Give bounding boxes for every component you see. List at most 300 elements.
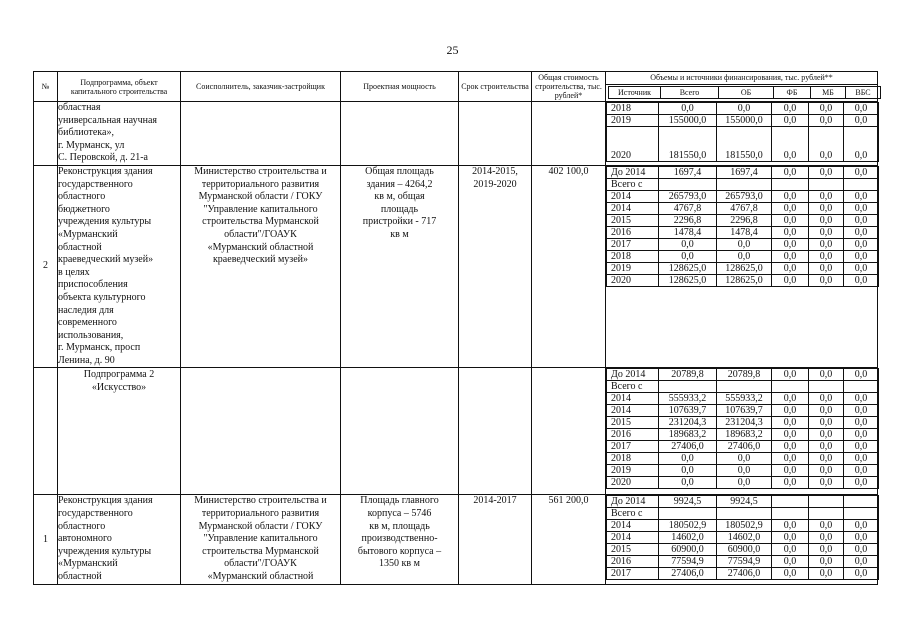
funding-cell-vbs: 0,0 <box>844 429 879 441</box>
funding-row <box>607 202 879 214</box>
funding-cell-vbs: 0,0 <box>844 369 879 381</box>
funding-cell-vbs: 0,0 <box>844 453 879 465</box>
funding-cell-ob: 0,0 <box>717 477 772 489</box>
funding-cell-total: 155000,0 <box>659 115 717 127</box>
funding-cell-mb: 0,0 <box>809 544 844 556</box>
funding-cell-vbs: 0,0 <box>844 214 879 226</box>
funding-cell-source: 2015 <box>607 544 659 556</box>
text-line: современного <box>58 317 117 329</box>
funding-cell-ob: 155000,0 <box>717 115 772 127</box>
funding-cell-mb: 0,0 <box>809 190 844 202</box>
funding-cell-ob: 14602,0 <box>717 532 772 544</box>
funding-row <box>607 250 879 262</box>
funding-cell-total <box>659 508 717 520</box>
funding-row <box>607 453 879 465</box>
funding-cell-vbs: 0,0 <box>844 556 879 568</box>
funding-cell-vbs: 0,0 <box>844 417 879 429</box>
funding-cell-total: 265793,0 <box>659 190 717 202</box>
text-line: строительства Мурманской <box>202 545 319 557</box>
museum-funding <box>606 165 878 368</box>
text-line: Реконструкция здания <box>58 165 153 177</box>
text-line: пристройки - 717 <box>362 216 437 228</box>
funding-cell-source: 2017 <box>607 238 659 250</box>
funding-cell-fb: 0,0 <box>772 520 809 532</box>
funding-cell-total: 9924,5 <box>659 496 717 508</box>
text-line: области"/ГОАУК <box>224 228 297 240</box>
funding-row <box>607 556 879 568</box>
funding-cell-ob: 265793,0 <box>717 190 772 202</box>
funding-cell-fb: 0,0 <box>772 393 809 405</box>
funding-cell-ob: 0,0 <box>717 103 772 115</box>
funding-row <box>607 274 879 286</box>
capital-construction-table <box>33 71 878 585</box>
funding-cell-vbs: 0,0 <box>844 190 879 202</box>
funding-cell-vbs: 0,0 <box>844 544 879 556</box>
funding-cell-mb: 0,0 <box>809 405 844 417</box>
funding-cell-total: 128625,0 <box>659 262 717 274</box>
theatre-contractor <box>181 495 341 585</box>
funding-cell-mb: 0,0 <box>809 568 844 580</box>
funding-cell-ob: 128625,0 <box>717 262 772 274</box>
text-line: областного <box>58 520 106 532</box>
header-capacity: Проектная мощность <box>341 72 459 102</box>
header-mb: МБ <box>811 87 846 99</box>
funding-cell-mb: 0,0 <box>809 417 844 429</box>
funding-cell-mb: 0,0 <box>809 226 844 238</box>
funding-cell-total: 1697,4 <box>659 166 717 178</box>
funding-cell-total: 0,0 <box>659 238 717 250</box>
funding-cell-mb: 0,0 <box>809 115 844 127</box>
header-number: № <box>34 72 58 102</box>
funding-cell-ob: 0,0 <box>717 250 772 262</box>
library-capacity <box>341 102 459 166</box>
library-contractor <box>181 102 341 166</box>
funding-row <box>607 393 879 405</box>
funding-cell-source: 2017 <box>607 441 659 453</box>
funding-cell-ob: 27406,0 <box>717 441 772 453</box>
funding-cell-fb <box>772 508 809 520</box>
text-line: Подпрограмма 2 <box>83 369 155 381</box>
text-line: автономного <box>58 533 112 545</box>
funding-cell-fb: 0,0 <box>772 103 809 115</box>
theatre-funding <box>606 495 878 585</box>
funding-cell-source: До 2014 <box>607 166 659 178</box>
header-funding: Объемы и источники финансирования, тыс. рублей** <box>606 72 878 85</box>
funding-cell-fb: 0,0 <box>772 532 809 544</box>
funding-cell-mb: 0,0 <box>809 202 844 214</box>
funding-cell-ob: 0,0 <box>717 465 772 477</box>
library-number <box>34 102 58 166</box>
funding-cell-mb: 0,0 <box>809 262 844 274</box>
text-line: бытового корпуса – <box>357 545 442 557</box>
funding-cell-source: 2014 <box>607 532 659 544</box>
funding-cell-source: До 2014 <box>607 369 659 381</box>
funding-subtable <box>606 102 879 162</box>
funding-row <box>607 532 879 544</box>
funding-cell-mb: 0,0 <box>809 166 844 178</box>
header-program: Подпрограмма, объект капитального строительства <box>58 72 181 102</box>
funding-cell-fb <box>772 381 809 393</box>
museum-number: 2 <box>34 165 58 368</box>
funding-cell-fb: 0,0 <box>772 441 809 453</box>
library-row <box>34 102 878 166</box>
funding-row <box>607 369 879 381</box>
funding-cell-vbs: 0,0 <box>844 393 879 405</box>
funding-cell-source: 2020 <box>607 477 659 489</box>
funding-cell-ob: 181550,0 <box>717 127 772 162</box>
funding-subtable <box>606 166 879 287</box>
funding-cell-source: Всего с <box>607 178 659 190</box>
funding-cell-ob <box>717 381 772 393</box>
funding-cell-total: 128625,0 <box>659 274 717 286</box>
museum-term <box>459 165 532 368</box>
funding-row <box>607 226 879 238</box>
funding-row <box>607 381 879 393</box>
funding-cell-fb: 0,0 <box>772 250 809 262</box>
museum-object-name <box>58 165 181 368</box>
text-line: государственного <box>58 178 133 190</box>
funding-cell-ob: 2296,8 <box>717 214 772 226</box>
funding-cell-source: 2017 <box>607 568 659 580</box>
funding-cell-fb: 0,0 <box>772 202 809 214</box>
text-line: универсальная научная <box>58 114 158 126</box>
funding-row <box>607 477 879 489</box>
funding-cell-total: 1478,4 <box>659 226 717 238</box>
text-line: Мурманской области / ГОКУ <box>198 191 323 203</box>
funding-cell-mb: 0,0 <box>809 127 844 162</box>
text-line: «Искусство» <box>91 382 147 394</box>
funding-cell-vbs: 0,0 <box>844 520 879 532</box>
text-line: использования, <box>58 329 124 341</box>
funding-cell-total: 189683,2 <box>659 429 717 441</box>
funding-cell-source: 2015 <box>607 417 659 429</box>
funding-row <box>607 166 879 178</box>
header-vbs: ВБС <box>846 87 881 99</box>
funding-cell-fb: 0,0 <box>772 417 809 429</box>
text-line: «Мурманский <box>58 228 118 240</box>
header-cost: Общая стоимость строительства, тыс. рублей* <box>532 72 606 102</box>
header-contractor: Соисполнитель, заказчик-застройщик <box>181 72 341 102</box>
funding-row <box>607 190 879 202</box>
text-line: Министерство строительства и <box>194 495 327 507</box>
text-line: краеведческий музей» <box>58 254 154 266</box>
funding-cell-ob: 1697,4 <box>717 166 772 178</box>
text-line: территориального развития <box>201 178 320 190</box>
text-line: производственно- <box>361 533 438 545</box>
funding-cell-source: 2014 <box>607 202 659 214</box>
funding-row <box>607 441 879 453</box>
subprogram-2-number <box>34 368 58 495</box>
funding-cell-total: 0,0 <box>659 103 717 115</box>
header-fb: ФБ <box>774 87 811 99</box>
text-line: 2014-2017 <box>473 495 517 507</box>
funding-cell-total: 60900,0 <box>659 544 717 556</box>
funding-cell-mb: 0,0 <box>809 250 844 262</box>
funding-cell-source: 2019 <box>607 115 659 127</box>
funding-row <box>607 544 879 556</box>
text-line: кв м, общая <box>374 191 425 203</box>
funding-row <box>607 496 879 508</box>
funding-cell-vbs: 0,0 <box>844 441 879 453</box>
funding-cell-vbs: 0,0 <box>844 405 879 417</box>
funding-row <box>607 405 879 417</box>
funding-row <box>607 238 879 250</box>
funding-cell-fb: 0,0 <box>772 568 809 580</box>
funding-cell-source: 2014 <box>607 190 659 202</box>
theatre-object-name <box>58 495 181 585</box>
text-line: Площадь главного <box>360 495 439 507</box>
subprogram-2-cost <box>532 368 606 495</box>
text-line: строительства Мурманской <box>202 216 319 228</box>
text-line: объекта культурного <box>58 291 146 303</box>
funding-cell-source: 2019 <box>607 262 659 274</box>
text-line: библиотека», <box>58 127 114 139</box>
text-line: корпуса – 5746 <box>367 508 432 520</box>
funding-cell-mb <box>809 496 844 508</box>
funding-cell-fb: 0,0 <box>772 238 809 250</box>
funding-cell-fb: 0,0 <box>772 544 809 556</box>
funding-cell-total: 77594,9 <box>659 556 717 568</box>
library-object-name <box>58 102 181 166</box>
funding-cell-total: 2296,8 <box>659 214 717 226</box>
funding-cell-ob: 0,0 <box>717 238 772 250</box>
text-line: "Управление капитального <box>203 203 318 215</box>
funding-row <box>607 127 879 162</box>
funding-cell-total <box>659 178 717 190</box>
funding-cell-mb <box>809 508 844 520</box>
funding-cell-ob: 1478,4 <box>717 226 772 238</box>
text-line: бюджетного <box>58 203 110 215</box>
funding-cell-vbs: 0,0 <box>844 262 879 274</box>
theatre-term <box>459 495 532 585</box>
funding-cell-fb: 0,0 <box>772 115 809 127</box>
funding-cell-mb: 0,0 <box>809 214 844 226</box>
funding-cell-ob: 189683,2 <box>717 429 772 441</box>
museum-contractor <box>181 165 341 368</box>
funding-cell-mb: 0,0 <box>809 103 844 115</box>
funding-cell-mb: 0,0 <box>809 520 844 532</box>
funding-cell-fb: 0,0 <box>772 190 809 202</box>
funding-cell-mb: 0,0 <box>809 369 844 381</box>
text-line: Министерство строительства и <box>194 165 327 177</box>
funding-cell-vbs: 0,0 <box>844 238 879 250</box>
funding-cell-mb <box>809 178 844 190</box>
funding-cell-ob: 0,0 <box>717 453 772 465</box>
text-line: государственного <box>58 508 133 520</box>
funding-subheader <box>606 84 878 101</box>
text-line: Общая площадь <box>365 165 434 177</box>
funding-row <box>607 262 879 274</box>
funding-cell-mb: 0,0 <box>809 393 844 405</box>
funding-cell-mb: 0,0 <box>809 274 844 286</box>
text-line: здания – 4264,2 <box>366 178 433 190</box>
funding-cell-mb: 0,0 <box>809 477 844 489</box>
funding-cell-fb: 0,0 <box>772 369 809 381</box>
funding-cell-ob: 9924,5 <box>717 496 772 508</box>
funding-cell-fb: 0,0 <box>772 453 809 465</box>
text-line: учреждения культуры <box>58 545 152 557</box>
header-total: Всего <box>661 87 719 99</box>
text-line: 1350 кв м <box>379 558 420 570</box>
text-line: Реконструкция здания <box>58 495 153 507</box>
funding-cell-total: 231204,3 <box>659 417 717 429</box>
funding-cell-fb: 0,0 <box>772 429 809 441</box>
text-line: г. Мурманск, просп <box>58 342 141 354</box>
funding-cell-total: 4767,8 <box>659 202 717 214</box>
funding-cell-fb: 0,0 <box>772 226 809 238</box>
funding-cell-total: 0,0 <box>659 477 717 489</box>
funding-cell-ob: 128625,0 <box>717 274 772 286</box>
funding-cell-total: 20789,8 <box>659 369 717 381</box>
funding-cell-fb: 0,0 <box>772 465 809 477</box>
funding-cell-fb: 0,0 <box>772 127 809 162</box>
subprogram-2-row <box>34 368 878 495</box>
text-line: территориального развития <box>201 508 320 520</box>
funding-subtable <box>606 495 879 580</box>
funding-cell-mb: 0,0 <box>809 238 844 250</box>
funding-cell-source: 2014 <box>607 520 659 532</box>
funding-cell-source: 2020 <box>607 127 659 162</box>
text-line: 2014-2015, <box>472 165 518 177</box>
funding-cell-source: 2018 <box>607 250 659 262</box>
funding-cell-vbs: 0,0 <box>844 166 879 178</box>
funding-row <box>607 115 879 127</box>
funding-cell-total: 27406,0 <box>659 568 717 580</box>
funding-cell-total: 107639,7 <box>659 405 717 417</box>
funding-cell-fb <box>772 496 809 508</box>
funding-cell-fb: 0,0 <box>772 405 809 417</box>
text-line: приспособления <box>58 279 128 291</box>
funding-cell-ob: 555933,2 <box>717 393 772 405</box>
table-header-row <box>34 72 878 85</box>
library-cost <box>532 102 606 166</box>
text-line: учреждения культуры <box>58 216 152 228</box>
funding-cell-vbs: 0,0 <box>844 250 879 262</box>
funding-cell-ob: 20789,8 <box>717 369 772 381</box>
funding-cell-ob: 107639,7 <box>717 405 772 417</box>
funding-cell-source: 2018 <box>607 103 659 115</box>
funding-cell-vbs <box>844 381 879 393</box>
funding-row <box>607 508 879 520</box>
text-line: областной <box>58 241 102 253</box>
funding-cell-mb: 0,0 <box>809 441 844 453</box>
funding-cell-fb: 0,0 <box>772 262 809 274</box>
funding-cell-source: 2020 <box>607 274 659 286</box>
museum-row <box>34 165 878 368</box>
funding-cell-mb: 0,0 <box>809 429 844 441</box>
funding-cell-vbs: 0,0 <box>844 115 879 127</box>
funding-cell-vbs: 0,0 <box>844 532 879 544</box>
funding-cell-ob: 27406,0 <box>717 568 772 580</box>
funding-cell-fb: 0,0 <box>772 477 809 489</box>
funding-subtable <box>606 368 879 489</box>
text-line: «Мурманский областной <box>207 571 314 583</box>
text-line: Ленина, д. 90 <box>58 354 115 366</box>
subprogram-2-capacity <box>341 368 459 495</box>
funding-row <box>607 568 879 580</box>
funding-row <box>607 429 879 441</box>
subprogram-2-funding <box>606 368 878 495</box>
text-line: «Мурманский <box>58 558 118 570</box>
funding-cell-ob: 60900,0 <box>717 544 772 556</box>
subprogram-2-title <box>58 368 181 495</box>
funding-cell-total: 555933,2 <box>659 393 717 405</box>
text-line: областная <box>58 102 101 113</box>
funding-cell-mb <box>809 381 844 393</box>
funding-cell-ob <box>717 508 772 520</box>
text-line: С. Перовской, д. 21-а <box>58 152 148 164</box>
funding-cell-ob: 231204,3 <box>717 417 772 429</box>
funding-cell-mb: 0,0 <box>809 453 844 465</box>
subprogram-2-term <box>459 368 532 495</box>
funding-cell-total: 14602,0 <box>659 532 717 544</box>
theatre-cost: 561 200,0 <box>532 495 606 585</box>
funding-cell-source: 2019 <box>607 465 659 477</box>
text-line: в целях <box>58 266 90 278</box>
funding-cell-mb: 0,0 <box>809 465 844 477</box>
funding-row <box>607 520 879 532</box>
funding-cell-fb <box>772 178 809 190</box>
page-number: 25 <box>446 43 459 57</box>
theatre-capacity <box>341 495 459 585</box>
funding-cell-vbs <box>844 508 879 520</box>
funding-cell-total: 0,0 <box>659 250 717 262</box>
funding-row <box>607 417 879 429</box>
museum-cost: 402 100,0 <box>532 165 606 368</box>
funding-cell-source: 2014 <box>607 393 659 405</box>
funding-cell-ob <box>717 178 772 190</box>
text-line: кв м, площадь <box>369 520 430 532</box>
funding-cell-vbs: 0,0 <box>844 465 879 477</box>
funding-cell-vbs: 0,0 <box>844 127 879 162</box>
funding-cell-vbs <box>844 496 879 508</box>
text-line: «Мурманский областной <box>207 241 314 253</box>
subprogram-2-contractor <box>181 368 341 495</box>
funding-cell-vbs: 0,0 <box>844 202 879 214</box>
funding-cell-total: 0,0 <box>659 465 717 477</box>
funding-cell-ob: 180502,9 <box>717 520 772 532</box>
funding-cell-source: Всего с <box>607 508 659 520</box>
funding-cell-vbs: 0,0 <box>844 274 879 286</box>
museum-capacity <box>341 165 459 368</box>
funding-cell-fb: 0,0 <box>772 166 809 178</box>
funding-cell-source: До 2014 <box>607 496 659 508</box>
text-line: 2019-2020 <box>473 178 517 190</box>
funding-cell-total: 180502,9 <box>659 520 717 532</box>
funding-cell-vbs: 0,0 <box>844 103 879 115</box>
funding-row <box>607 214 879 226</box>
funding-cell-source: 2016 <box>607 556 659 568</box>
funding-cell-source: Всего с <box>607 381 659 393</box>
funding-cell-source: 2014 <box>607 405 659 417</box>
funding-cell-vbs: 0,0 <box>844 477 879 489</box>
text-line: Мурманской области / ГОКУ <box>198 520 323 532</box>
funding-cell-total: 27406,0 <box>659 441 717 453</box>
header-term: Срок строительства <box>459 72 532 102</box>
text-line: наследия для <box>58 304 114 316</box>
text-line: областного <box>58 191 106 203</box>
funding-cell-fb: 0,0 <box>772 556 809 568</box>
funding-row <box>607 103 879 115</box>
funding-cell-source: 2016 <box>607 226 659 238</box>
header-ob: ОБ <box>719 87 774 99</box>
funding-cell-fb: 0,0 <box>772 214 809 226</box>
text-line: областной <box>58 571 102 583</box>
text-line: г. Мурманск, ул <box>58 139 125 151</box>
text-line: краеведческий музей» <box>212 254 309 266</box>
theatre-row <box>34 495 878 585</box>
funding-cell-vbs: 0,0 <box>844 226 879 238</box>
